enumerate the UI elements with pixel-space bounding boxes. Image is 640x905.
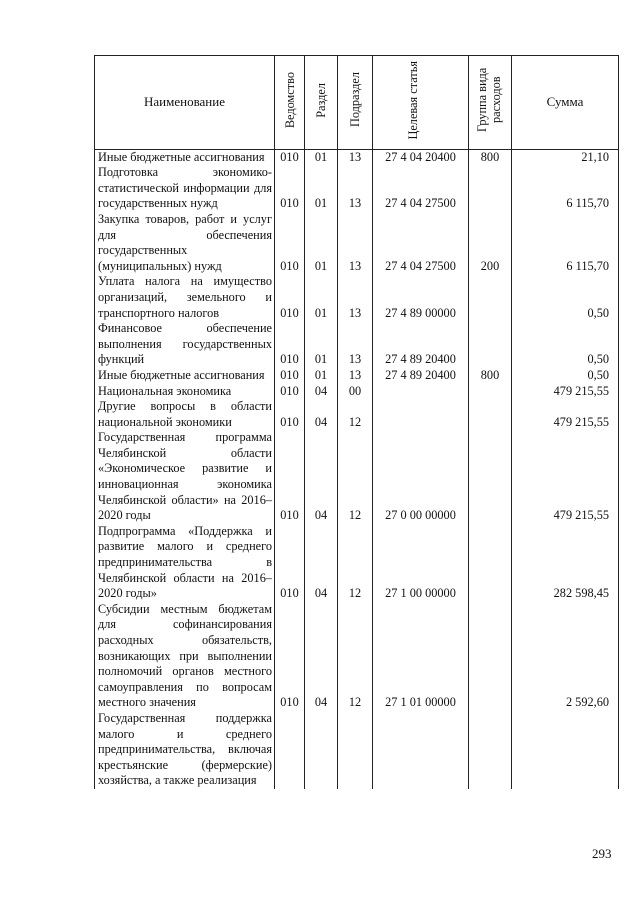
header-name: Наименование xyxy=(95,56,275,150)
row-expense-group xyxy=(469,711,512,789)
row-name: Подпрограмма «Поддержка и развитие малого и среднего предпринимательства в Челябинской области на 2016–2020 годы» xyxy=(95,524,275,602)
row-amount: 479 215,55 xyxy=(512,430,619,524)
row-section: 04 xyxy=(305,524,338,602)
header-subsection: Подраздел xyxy=(338,56,373,150)
table-row xyxy=(95,149,619,165)
row-section: 01 xyxy=(305,165,338,212)
row-expense-group: 800 xyxy=(469,368,512,384)
row-subsection: 13 xyxy=(338,149,373,165)
row-section: 04 xyxy=(305,399,338,430)
row-name: Финансовое обеспечение выполнения государственных функций xyxy=(95,321,275,368)
row-name: Закупка товаров, работ и услуг для обеспечения государственных (муниципальных) нужд xyxy=(95,212,275,274)
row-target-article: 27 4 89 20400 xyxy=(373,321,469,368)
header-target-article: Целевая статья xyxy=(373,56,469,150)
row-department: 010 xyxy=(275,430,305,524)
row-subsection xyxy=(338,711,373,789)
row-subsection: 13 xyxy=(338,368,373,384)
row-expense-group xyxy=(469,274,512,321)
row-subsection: 12 xyxy=(338,430,373,524)
row-amount xyxy=(512,711,619,789)
row-target-article: 27 4 04 27500 xyxy=(373,165,469,212)
row-department: 010 xyxy=(275,165,305,212)
table-row xyxy=(95,212,619,274)
row-amount: 21,10 xyxy=(512,149,619,165)
budget-table xyxy=(94,55,619,789)
row-amount: 6 115,70 xyxy=(512,212,619,274)
row-department: 010 xyxy=(275,384,305,400)
row-name: Иные бюджетные ассигнования xyxy=(95,368,275,384)
row-section: 04 xyxy=(305,602,338,711)
row-expense-group xyxy=(469,321,512,368)
row-section: 01 xyxy=(305,149,338,165)
table-row xyxy=(95,602,619,711)
row-expense-group: 800 xyxy=(469,149,512,165)
header-amount: Сумма xyxy=(512,56,619,150)
row-subsection: 13 xyxy=(338,321,373,368)
row-target-article: 27 1 00 00000 xyxy=(373,524,469,602)
row-amount: 0,50 xyxy=(512,321,619,368)
row-subsection: 12 xyxy=(338,602,373,711)
row-name: Подготовка экономико-статистической информации для государственных нужд xyxy=(95,165,275,212)
table-row xyxy=(95,384,619,400)
row-target-article: 27 4 89 00000 xyxy=(373,274,469,321)
row-name: Субсидии местным бюджетам для софинансирования расходных обязательств, возникающих при выполнении полномочий органов местного самоуправления по вопросам местного значения xyxy=(95,602,275,711)
row-subsection: 12 xyxy=(338,524,373,602)
row-expense-group xyxy=(469,430,512,524)
row-target-article: 27 0 00 00000 xyxy=(373,430,469,524)
row-department: 010 xyxy=(275,321,305,368)
table-row xyxy=(95,321,619,368)
header-section: Раздел xyxy=(305,56,338,150)
row-target-article: 27 4 04 27500 xyxy=(373,212,469,274)
row-section: 01 xyxy=(305,368,338,384)
row-target-article xyxy=(373,399,469,430)
row-subsection: 00 xyxy=(338,384,373,400)
table-row xyxy=(95,368,619,384)
row-amount: 282 598,45 xyxy=(512,524,619,602)
row-subsection: 12 xyxy=(338,399,373,430)
table-row xyxy=(95,524,619,602)
row-department: 010 xyxy=(275,602,305,711)
row-amount: 0,50 xyxy=(512,368,619,384)
row-expense-group xyxy=(469,602,512,711)
row-subsection: 13 xyxy=(338,212,373,274)
row-section: 01 xyxy=(305,274,338,321)
row-amount: 2 592,60 xyxy=(512,602,619,711)
row-department: 010 xyxy=(275,368,305,384)
row-target-article: 27 4 89 20400 xyxy=(373,368,469,384)
row-department: 010 xyxy=(275,149,305,165)
row-name: Государственная поддержка малого и среднего предпринимательства, включая крестьянские (фермерские) хозяйства, а также реализация xyxy=(95,711,275,789)
row-department: 010 xyxy=(275,212,305,274)
row-section: 01 xyxy=(305,321,338,368)
table-row xyxy=(95,399,619,430)
row-department: 010 xyxy=(275,524,305,602)
row-name: Иные бюджетные ассигнования xyxy=(95,149,275,165)
row-expense-group xyxy=(469,399,512,430)
row-department xyxy=(275,711,305,789)
row-name: Национальная экономика xyxy=(95,384,275,400)
row-section: 01 xyxy=(305,212,338,274)
row-department: 010 xyxy=(275,399,305,430)
header-department: Ведомство xyxy=(275,56,305,150)
row-target-article: 27 1 01 00000 xyxy=(373,602,469,711)
row-subsection: 13 xyxy=(338,165,373,212)
row-amount: 479 215,55 xyxy=(512,399,619,430)
header-expense-group: Группа вида расходов xyxy=(469,56,512,150)
row-section: 04 xyxy=(305,430,338,524)
row-department: 010 xyxy=(275,274,305,321)
row-expense-group xyxy=(469,384,512,400)
row-section xyxy=(305,711,338,789)
page-number: 293 xyxy=(592,846,612,861)
row-amount: 6 115,70 xyxy=(512,165,619,212)
table-header-row xyxy=(95,56,619,150)
table-row xyxy=(95,274,619,321)
row-amount: 479 215,55 xyxy=(512,384,619,400)
row-target-article xyxy=(373,711,469,789)
table-row xyxy=(95,165,619,212)
row-expense-group xyxy=(469,524,512,602)
row-name: Другие вопросы в области национальной экономики xyxy=(95,399,275,430)
row-amount: 0,50 xyxy=(512,274,619,321)
row-name: Уплата налога на имущество организаций, земельного и транспортного налогов xyxy=(95,274,275,321)
row-expense-group xyxy=(469,165,512,212)
row-section: 04 xyxy=(305,384,338,400)
row-target-article: 27 4 04 20400 xyxy=(373,149,469,165)
row-target-article xyxy=(373,384,469,400)
row-subsection: 13 xyxy=(338,274,373,321)
table-row xyxy=(95,711,619,789)
row-expense-group: 200 xyxy=(469,212,512,274)
row-name: Государственная программа Челябинской области «Экономическое развитие и инновационная экономика Челябинской области» на 2016–2020 годы xyxy=(95,430,275,524)
table-row xyxy=(95,430,619,524)
